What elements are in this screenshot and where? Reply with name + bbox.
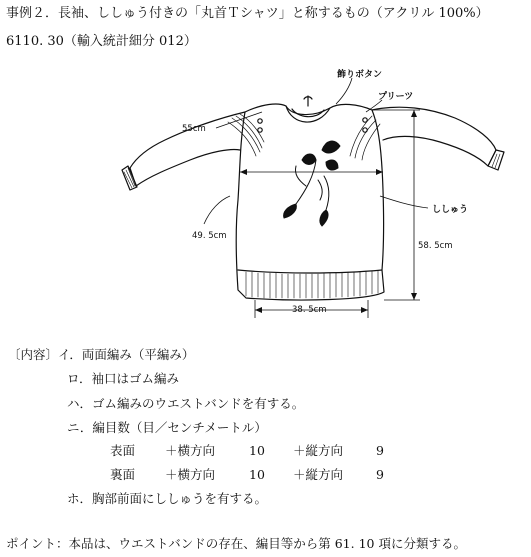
stitch-row-back-v: ＋縦方向 [293, 467, 344, 482]
right-sleeve [372, 107, 496, 166]
stitch-row-back-vv: 9 [376, 467, 384, 482]
dim-length: 58. 5cm [418, 241, 453, 251]
document-title: 事例２．長袖、ししゅう付きの「丸首Ｔシャツ」と称するもの（アクリル 100%） [6, 6, 489, 21]
label-embroidery: ししゅう [432, 205, 469, 215]
tariff-code: 6110. 30（輸入統計細分 012） [6, 34, 197, 49]
stitch-row-back-hv: 10 [249, 467, 265, 482]
label-decorative-button: 飾りボタン [337, 70, 383, 80]
content-item-ni: ニ．編目数（目／センチメートル） [67, 420, 267, 435]
dim-sleeve: 55cm [182, 124, 206, 134]
classification-point: ポイント：本品は、ウエストバンドの存在、編目等から第 61. 10 項に分類する。 [6, 536, 466, 551]
stitch-row-back-h: ＋横方向 [165, 467, 216, 482]
embroidery-motif [284, 141, 340, 226]
content-item-ho: ホ．胸部前面にししゅうを有する。 [67, 491, 268, 506]
sweater-body-outline [236, 104, 384, 300]
left-button [258, 119, 262, 123]
stitch-row-face-hv: 10 [249, 443, 265, 458]
label-pleats: プリーツ [378, 92, 414, 102]
content-heading: 〔内容〕 [8, 347, 59, 362]
waistband [238, 270, 382, 273]
right-button [363, 118, 367, 122]
stitch-row-face-h: ＋横方向 [165, 443, 216, 458]
content-item-i: イ．両面編み（平編み） [58, 347, 195, 362]
stitch-row-face-label: 表面 [110, 443, 136, 458]
content-item-ro: ロ．袖口はゴム編み [67, 371, 180, 386]
stitch-row-back-label: 裏面 [110, 467, 136, 482]
content-item-ha: ハ．ゴム編みのウエストバンドを有する。 [67, 396, 305, 411]
stitch-row-face-vv: 9 [376, 443, 384, 458]
dim-chest: 49. 5cm [192, 231, 227, 241]
stitch-row-face-v: ＋縦方向 [293, 443, 344, 458]
content-heading-line [8, 347, 194, 363]
dim-hem: 38. 5cm [292, 305, 327, 315]
